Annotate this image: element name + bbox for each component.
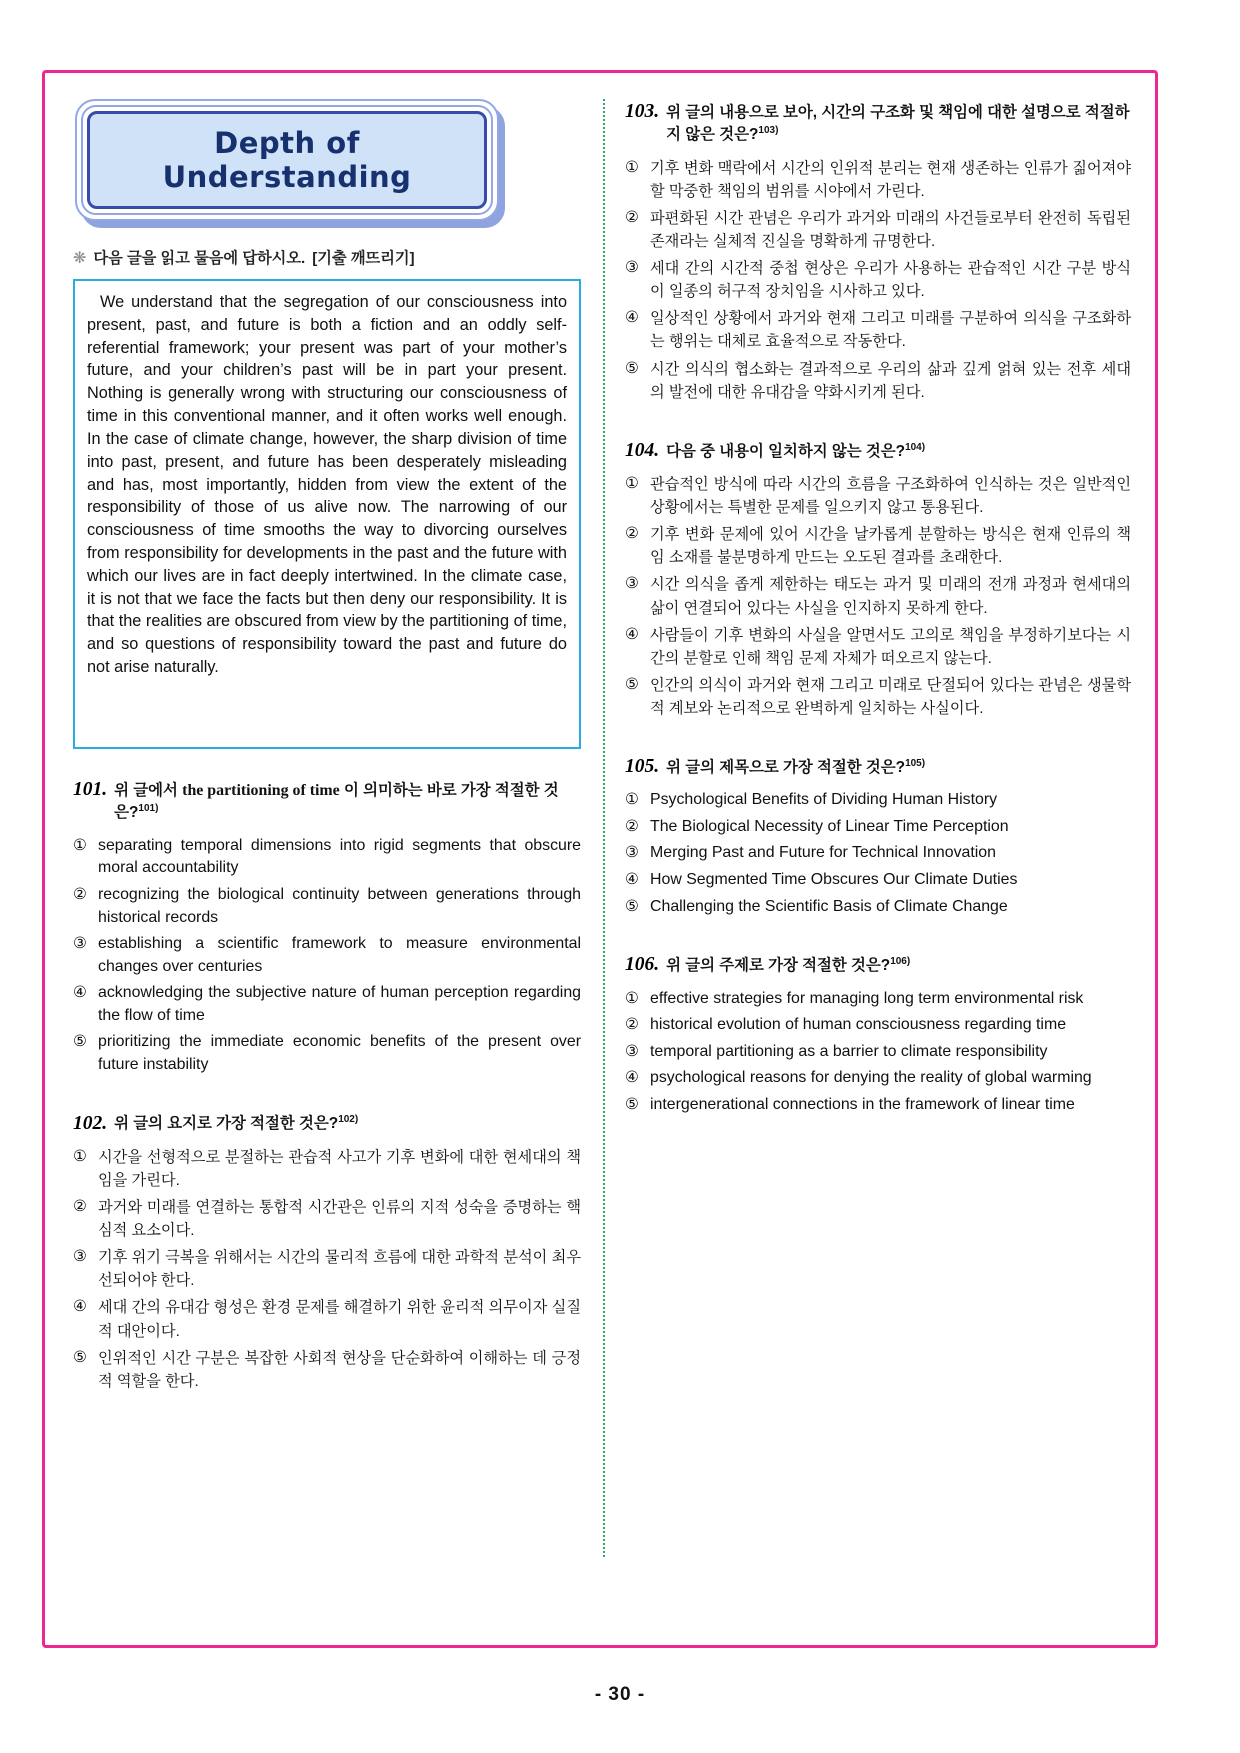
option-text: 인간의 의식이 과거와 현재 그리고 미래로 단절되어 있다는 관념은 생물학적 계보와 논리적으로 완벽하게 일치하는 사실이다. <box>650 676 1131 717</box>
question-prompt <box>114 1113 581 1135</box>
option-marker-circled-number: ② <box>625 1016 639 1034</box>
right-column <box>625 97 1133 1627</box>
option-text: acknowledging the subjective nature of human perception regarding the flow of time <box>98 984 581 1024</box>
option-text: The Biological Necessity of Linear Time Perception <box>650 817 1009 835</box>
option-text: 기후 변화 문제에 있어 시간을 날카롭게 분할하는 방식은 현재 인류의 책임 소재를 불분명하게 만드는 오도된 결과를 초래한다. <box>650 526 1131 567</box>
question-footnote-marker: 105) <box>905 757 926 769</box>
option-marker-circled-number: ⑤ <box>625 675 639 693</box>
question-footnote-marker: 104) <box>905 441 926 453</box>
title-box <box>75 99 499 221</box>
question-footnote-marker: 102) <box>338 1114 359 1126</box>
option-104-3 <box>625 573 1131 619</box>
question-prompt <box>114 779 581 825</box>
option-106-4 <box>625 1067 1131 1090</box>
question-number: 103. <box>625 101 660 122</box>
option-text: 기후 위기 극복을 위해서는 시간의 물리적 흐름에 대한 과학적 분석이 최우선되어야 한다. <box>98 1249 581 1290</box>
two-column-layout <box>73 97 1133 1627</box>
option-101-2 <box>73 884 581 929</box>
question-106-options <box>625 988 1131 1117</box>
option-104-2 <box>625 523 1131 569</box>
question-prompt <box>666 955 1131 977</box>
option-marker-circled-number: ② <box>73 885 87 903</box>
instruction-text: 다음 글을 읽고 물음에 답하시오. <box>93 250 306 267</box>
prompt-segment: 위 글의 제목으로 가장 적절한 것은? <box>666 758 906 776</box>
option-marker-circled-number: ③ <box>73 935 87 953</box>
question-105 <box>625 756 1131 918</box>
option-text: 관습적인 방식에 따라 시간의 흐름을 구조화하여 인식하는 것은 일반적인 상황에서는 특별한 문제를 일으키지 않고 통용된다. <box>650 476 1131 517</box>
question-104-header <box>625 440 1131 463</box>
prompt-segment: 위 글에서 <box>114 782 183 799</box>
flower-icon: ❋ <box>73 250 87 267</box>
option-marker-circled-number: ② <box>625 817 639 835</box>
option-marker-circled-number: ② <box>625 208 639 226</box>
option-marker-circled-number: ④ <box>625 871 639 889</box>
option-text: 과거와 미래를 연결하는 통합적 시간관은 인류의 지적 성숙을 증명하는 핵심적 요소이다. <box>98 1199 581 1240</box>
option-marker-circled-number: ⑤ <box>73 1033 87 1051</box>
option-marker-circled-number: ④ <box>73 984 87 1002</box>
option-text: historical evolution of human consciousness regarding time <box>650 1016 1067 1034</box>
question-footnote-marker: 106) <box>890 956 911 968</box>
option-marker-circled-number: ① <box>73 836 87 854</box>
option-marker-circled-number: ② <box>73 1198 87 1216</box>
question-number: 105. <box>625 755 660 777</box>
passage-text: We understand that the segregation of our consciousness into present, past, and future is both a fiction and an oddly self-referential framework; your present was part of your mother’s future, and your children’s past will be in part your present. Nothing is generally wrong with structuring our consciousness of time in this conventional manner, and it often works well enough. In the case of climate change, however, the sharp division of time into past, present, and future has been desperately misleading and has, most importantly, hidden from view the extent of the responsibility of those of us alive now. The narrowing of our consciousness of time smooths the way to divorcing ourselves from responsibility for developments in the past and the future with which our lives are in fact deeply intertwined. In the climate case, it is not that we face the facts but then deny our responsibility. It is that the realities are obscured from view by the partitioning of time, and so questions of responsibility toward the past and future do not arise naturally. <box>87 293 567 676</box>
left-column <box>73 97 581 1627</box>
option-text: 세대 간의 시간적 중첩 현상은 우리가 사용하는 관습적인 시간 구분 방식이 일종의 허구적 장치임을 시사하고 있다. <box>650 260 1131 301</box>
option-105-5 <box>625 896 1131 919</box>
option-marker-circled-number: ④ <box>625 309 639 327</box>
option-marker-circled-number: ③ <box>625 259 639 277</box>
option-text: Challenging the Scientific Basis of Climate Change <box>650 897 1008 915</box>
column-divider <box>603 99 605 1557</box>
option-marker-circled-number: ⑤ <box>73 1348 87 1366</box>
instruction-line <box>73 247 581 268</box>
option-marker-circled-number: ③ <box>625 1042 639 1060</box>
prompt-segment: 위 글의 요지로 가장 적절한 것은? <box>114 1115 339 1133</box>
question-prompt <box>666 102 1131 147</box>
option-102-1 <box>73 1146 581 1192</box>
option-text: psychological reasons for denying the reality of global warming <box>650 1069 1092 1087</box>
title-box-inner-panel <box>87 111 487 209</box>
question-number: 101. <box>73 779 108 800</box>
prompt-segment: 위 글의 주제로 가장 적절한 것은? <box>666 957 891 975</box>
option-marker-circled-number: ⑤ <box>625 359 639 377</box>
option-marker-circled-number: ④ <box>625 1069 639 1087</box>
option-103-3 <box>625 257 1131 303</box>
option-text: 파편화된 시간 관념은 우리가 과거와 미래의 사건들로부터 완전히 독립된 존재라는 실체적 진실을 명확하게 규명한다. <box>650 209 1131 251</box>
option-102-2 <box>73 1196 581 1242</box>
option-103-2 <box>625 207 1131 253</box>
option-text: Merging Past and Future for Technical Innovation <box>650 844 996 862</box>
question-number: 106. <box>625 954 660 976</box>
passage-box <box>73 279 581 749</box>
option-text: 인위적인 시간 구분은 복잡한 사회적 현상을 단순화하여 이해하는 데 긍정적 역할을 한다. <box>98 1349 581 1390</box>
page-number: - 30 - <box>594 1684 646 1705</box>
option-text: Psychological Benefits of Dividing Human History <box>650 791 998 809</box>
option-marker-circled-number: ② <box>625 525 639 543</box>
question-105-header <box>625 756 1131 779</box>
option-marker-circled-number: ④ <box>73 1298 87 1316</box>
question-103 <box>625 101 1131 404</box>
option-101-3 <box>73 933 581 978</box>
question-102 <box>73 1113 581 1393</box>
prompt-segment: 다음 중 내용이 일치하지 않는 것은? <box>666 442 906 460</box>
question-103-options <box>625 157 1131 404</box>
option-104-4 <box>625 624 1131 670</box>
option-106-2 <box>625 1014 1131 1037</box>
option-104-5 <box>625 674 1131 720</box>
option-marker-circled-number: ① <box>625 989 639 1007</box>
option-101-5 <box>73 1031 581 1076</box>
title-box-middle-border <box>81 105 493 215</box>
question-105-options <box>625 789 1131 918</box>
option-marker-circled-number: ⑤ <box>625 1095 639 1113</box>
option-106-3 <box>625 1041 1131 1064</box>
instruction-tag: [기출 깨뜨리기] <box>312 250 415 267</box>
option-text: establishing a scientific framework to measure environmental changes over centuries <box>98 935 581 975</box>
question-prompt <box>666 441 1131 463</box>
option-102-4 <box>73 1296 581 1342</box>
option-104-1 <box>625 473 1131 519</box>
option-marker-circled-number: ③ <box>625 575 639 593</box>
question-101-header <box>73 779 581 825</box>
option-text: 시간 의식의 협소화는 결과적으로 우리의 삶과 깊게 얽혀 있는 전후 세대의 발전에 대한 유대감을 약화시키게 된다. <box>650 360 1131 401</box>
option-105-1 <box>625 789 1131 812</box>
prompt-segment: 이 의미하는 바로 가장 적절한 것은? <box>114 782 559 822</box>
question-102-options <box>73 1146 581 1393</box>
option-text: 세대 간의 유대감 형성은 환경 문제를 해결하기 위한 윤리적 의무이자 실질적 대안이다. <box>98 1299 581 1340</box>
question-104 <box>625 440 1131 720</box>
question-footnote-marker: 103) <box>758 125 779 137</box>
option-text: How Segmented Time Obscures Our Climate Duties <box>650 871 1018 889</box>
option-marker-circled-number: ③ <box>73 1248 87 1266</box>
option-103-4 <box>625 307 1131 353</box>
question-106-header <box>625 954 1131 977</box>
page-title: Depth of Understanding <box>162 126 412 194</box>
option-text: 시간을 선형적으로 분절하는 관습적 사고가 기후 변화에 대한 현세대의 책임을 가린다. <box>98 1148 581 1189</box>
option-marker-circled-number: ① <box>625 158 639 176</box>
question-number: 104. <box>625 439 660 461</box>
option-103-1 <box>625 157 1131 203</box>
option-text: 시간 의식을 좁게 제한하는 태도는 과거 및 미래의 전개 과정과 현세대의 삶이 연결되어 있다는 사실을 인지하지 못하게 한다. <box>650 576 1131 617</box>
option-101-4 <box>73 982 581 1027</box>
question-103-header <box>625 101 1131 147</box>
question-number: 102. <box>73 1112 108 1134</box>
option-marker-circled-number: ⑤ <box>625 897 639 915</box>
left-column-questions <box>73 779 581 1393</box>
option-106-1 <box>625 988 1131 1011</box>
question-footnote-marker: 101) <box>138 803 159 815</box>
option-102-5 <box>73 1347 581 1393</box>
option-marker-circled-number: ④ <box>625 625 639 643</box>
option-105-3 <box>625 842 1131 865</box>
question-prompt <box>666 757 1131 779</box>
option-marker-circled-number: ① <box>625 791 639 809</box>
question-102-header <box>73 1113 581 1136</box>
question-101 <box>73 779 581 1077</box>
right-column-questions <box>625 101 1131 1116</box>
option-102-3 <box>73 1246 581 1292</box>
option-105-4 <box>625 869 1131 892</box>
option-text: separating temporal dimensions into rigid segments that obscure moral accountability <box>98 836 581 877</box>
question-106 <box>625 954 1131 1116</box>
option-101-1 <box>73 835 581 880</box>
option-103-5 <box>625 358 1131 404</box>
option-text: prioritizing the immediate economic benefits of the present over future instability <box>98 1033 581 1073</box>
option-105-2 <box>625 816 1131 839</box>
prompt-segment: the partitioning of time <box>182 782 340 799</box>
option-text: effective strategies for managing long term environmental risk <box>650 989 1084 1007</box>
option-text: intergenerational connections in the framework of linear time <box>650 1095 1075 1113</box>
option-text: temporal partitioning as a barrier to climate responsibility <box>650 1042 1048 1060</box>
option-106-5 <box>625 1094 1131 1117</box>
question-104-options <box>625 473 1131 720</box>
option-text: recognizing the biological continuity between generations through historical records <box>98 885 581 926</box>
option-text: 일상적인 상황에서 과거와 현재 그리고 미래를 구분하여 의식을 구조화하는 행위는 대체로 효율적으로 작동한다. <box>650 310 1131 351</box>
option-marker-circled-number: ① <box>625 475 639 493</box>
option-marker-circled-number: ③ <box>625 844 639 862</box>
option-text: 기후 변화 맥락에서 시간의 인위적 분리는 현재 생존하는 인류가 짊어져야 할 막중한 책임의 범위를 시야에서 가린다. <box>650 159 1131 200</box>
question-101-options <box>73 835 581 1077</box>
option-text: 사람들이 기후 변화의 사실을 알면서도 고의로 책임을 부정하기보다는 시간의 분할로 인해 책임 문제 자체가 떠오르지 않는다. <box>650 626 1131 667</box>
prompt-segment: 위 글의 내용으로 보아, 시간의 구조화 및 책임에 대한 설명으로 적절하지 않은 것은? <box>666 104 1130 144</box>
page-border-frame <box>42 70 1158 1648</box>
option-marker-circled-number: ① <box>73 1147 87 1165</box>
